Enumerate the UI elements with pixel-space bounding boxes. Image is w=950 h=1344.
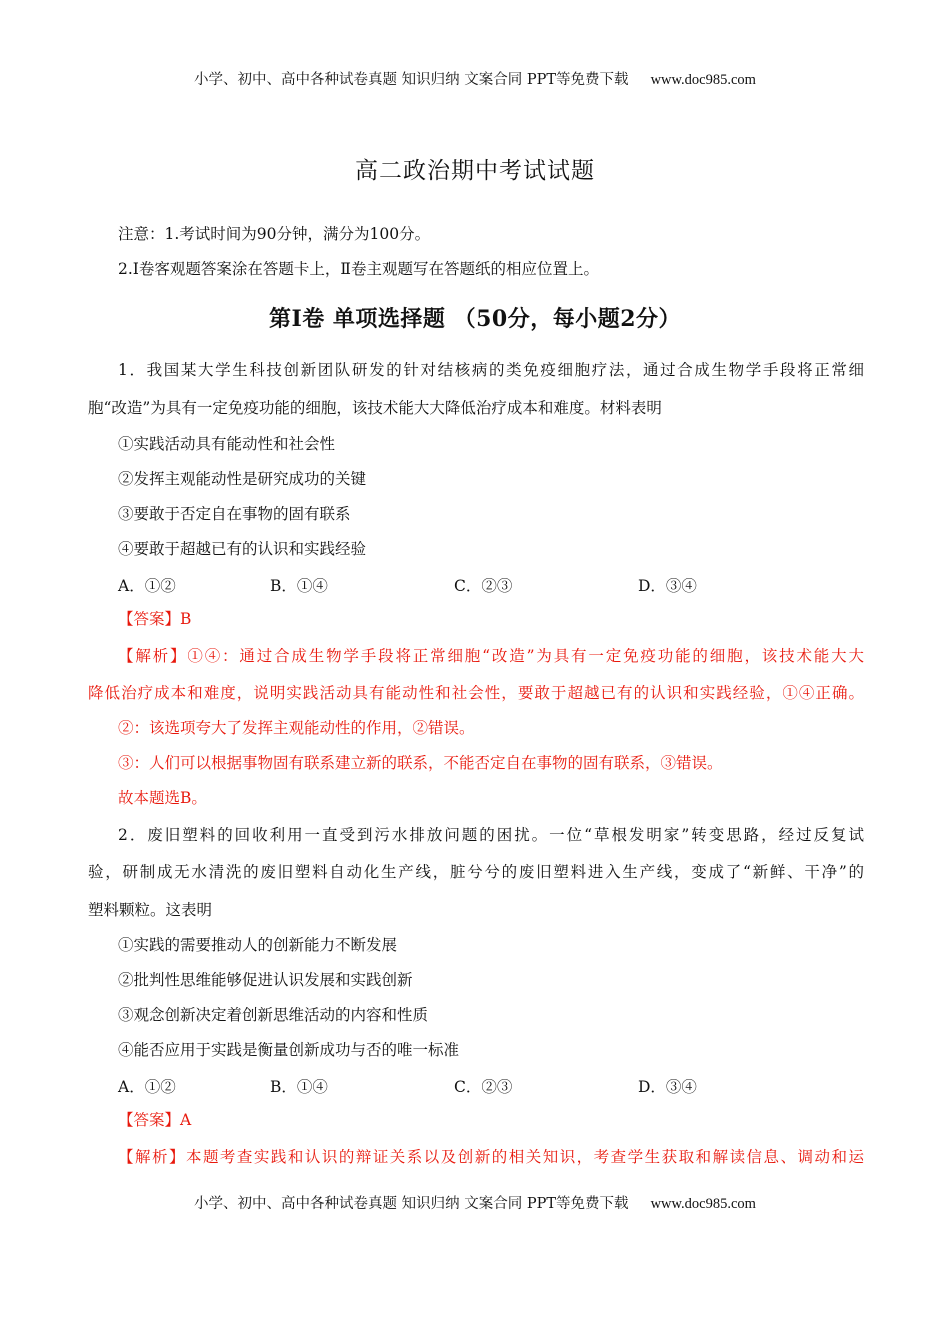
q1-analysis-line-5: 故本题选B。 [118, 789, 207, 807]
section-title: 第Ⅰ卷 单项选择题 （50分，每小题2分） [268, 306, 682, 332]
banner-text: 小学、初中、高中各种试卷真题 知识归纳 文案合同 PPT等免费下载 [194, 72, 629, 88]
q1-option-a[interactable]: A．①② [118, 577, 176, 595]
q1-option-d[interactable]: D．③④ [638, 577, 697, 595]
q1-item-3: ③要敢于否定自在事物的固有联系 [118, 505, 351, 523]
q2-analysis-line-1: 【解析】本题考查实践和认识的辩证关系以及创新的相关知识，考查学生获取和解读信息、调动和运 [118, 1148, 864, 1166]
footer-banner [0, 1192, 950, 1213]
q1-analysis-line-4: ③：人们可以根据事物固有联系建立新的联系，不能否定自在事物的固有联系，③错误。 [118, 754, 723, 772]
q2-option-b[interactable]: B．①④ [270, 1078, 328, 1096]
q1-option-b[interactable]: B．①④ [270, 577, 328, 595]
q1-answer: 【答案】B [118, 610, 192, 628]
footer-banner-url[interactable]: www.doc985.com [650, 1196, 756, 1212]
q2-option-c[interactable]: C．②③ [454, 1078, 513, 1096]
banner-url[interactable]: www.doc985.com [650, 72, 756, 88]
q1-analysis-line-2: 降低治疗成本和难度，说明实践活动具有能动性和社会性，要敢于超越已有的认识和实践经验，①④正确。 [88, 684, 864, 702]
q2-item-4: ④能否应用于实践是衡量创新成功与否的唯一标准 [118, 1041, 460, 1059]
q2-stem-line-3: 塑料颗粒。这表明 [88, 901, 213, 919]
q2-item-1: ①实践的需要推动人的创新能力不断发展 [118, 936, 398, 954]
footer-banner-text: 小学、初中、高中各种试卷真题 知识归纳 文案合同 PPT等免费下载 [194, 1196, 629, 1212]
q2-answer: 【答案】A [118, 1111, 192, 1129]
q1-item-4: ④要敢于超越已有的认识和实践经验 [118, 540, 367, 558]
notice-line-1: 注意：1.考试时间为90分钟，满分为100分。 [118, 225, 431, 243]
q2-option-d[interactable]: D．③④ [638, 1078, 697, 1096]
q1-analysis-line-1: 【解析】①④：通过合成生物学手段将正常细胞“改造”为具有一定免疫功能的细胞，该技术能大大 [118, 647, 864, 665]
q1-stem-line-2: 胞“改造”为具有一定免疫功能的细胞，该技术能大大降低治疗成本和难度。材料表明 [88, 399, 662, 417]
q2-stem-line-2: 验，研制成无水清洗的废旧塑料自动化生产线，脏兮兮的废旧塑料进入生产线，变成了“新鲜、干净”的 [88, 863, 864, 881]
q2-item-3: ③观念创新决定着创新思维活动的内容和性质 [118, 1006, 429, 1024]
q1-option-c[interactable]: C．②③ [454, 577, 513, 595]
header-banner [0, 68, 950, 89]
page-title: 高二政治期中考试试题 [355, 158, 595, 184]
q1-item-1: ①实践活动具有能动性和社会性 [118, 435, 336, 453]
q2-stem-line-1: 2．废旧塑料的回收利用一直受到污水排放问题的困扰。一位“草根发明家”转变思路，经过反复试 [118, 826, 864, 844]
q2-item-2: ②批判性思维能够促进认识发展和实践创新 [118, 971, 413, 989]
notice-line-2: 2.I卷客观题答案涂在答题卡上，Ⅱ卷主观题写在答题纸的相应位置上。 [118, 260, 599, 278]
q1-item-2: ②发挥主观能动性是研究成功的关键 [118, 470, 367, 488]
q1-stem-line-1: 1．我国某大学生科技创新团队研发的针对结核病的类免疫细胞疗法，通过合成生物学手段将正常细 [118, 361, 864, 379]
q1-analysis-line-3: ②：该选项夸大了发挥主观能动性的作用，②错误。 [118, 719, 475, 737]
q2-option-a[interactable]: A．①② [118, 1078, 176, 1096]
